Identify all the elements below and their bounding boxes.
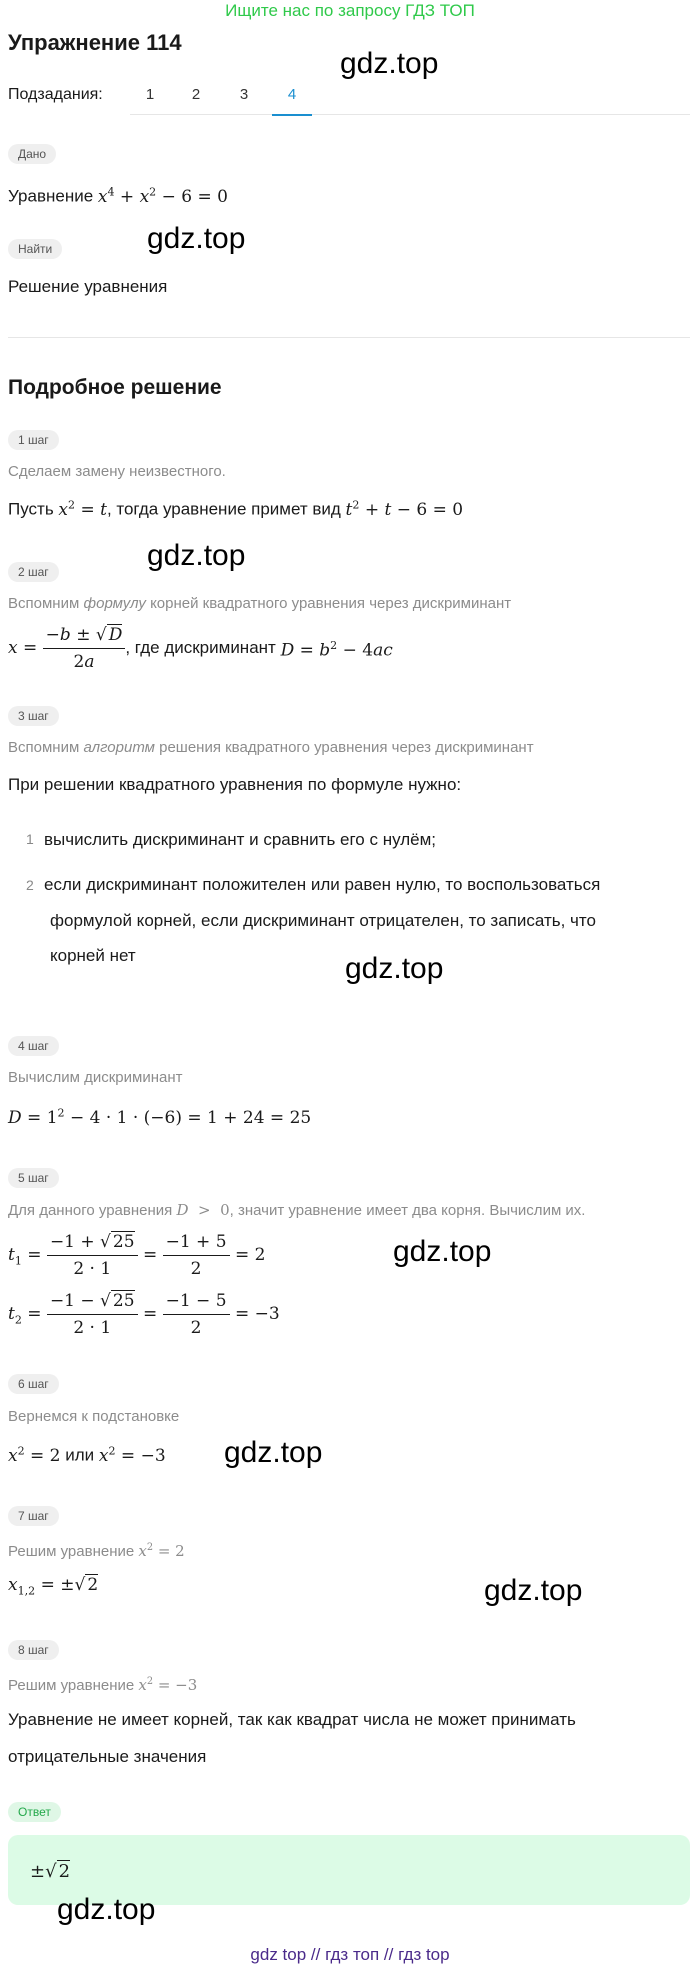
hint-emphasis: алгоритм: [83, 739, 155, 756]
hint-part: Решим уравнение: [8, 1677, 135, 1694]
hint-part: корней квадратного уравнения через дискриминант: [150, 595, 512, 612]
subtask-tab-2[interactable]: 2: [191, 86, 201, 103]
hint-part: решения квадратного уравнения через дискриминант: [159, 739, 534, 756]
step-hint: Вычислим дискриминант: [8, 1069, 183, 1086]
step-text: При решении квадратного уравнения по формуле нужно:: [8, 775, 462, 794]
equation: $x^2 = 2$: [8, 1444, 61, 1466]
step-text: Уравнение не имеет корней, так как квадрат числа не может принимать: [8, 1710, 576, 1729]
equation: $D = b^2 - 4ac$: [280, 638, 393, 661]
section-divider: [8, 337, 690, 338]
watermark: gdz.top: [147, 539, 246, 572]
step-pill: 6 шаг: [8, 1374, 59, 1394]
watermark: gdz.top: [57, 1893, 156, 1926]
list-item: корней нет: [50, 946, 136, 965]
hint-part: , значит уравнение имеет два корня. Вычислим их.: [229, 1202, 586, 1219]
step-pill: 3 шаг: [8, 706, 59, 726]
subtask-tab-3[interactable]: 3: [239, 86, 249, 103]
subtasks-label: Подзадания:: [8, 86, 103, 103]
equation-t1: [8, 1225, 265, 1285]
equation: $t_1$ = $\frac{-1 + √ 25}{2 \cdot 1}$ = $\frac{-1 + 5}{2}$ = 2: [8, 1231, 266, 1279]
solution-title: Подробное решение: [8, 376, 222, 399]
equation: $x^2 = t$: [58, 498, 107, 520]
step-hint: [8, 1200, 585, 1221]
step-text-part: , тогда уравнение примет вид: [106, 499, 341, 519]
find-pill: Найти: [8, 239, 62, 259]
step-text: отрицательные значения: [8, 1747, 207, 1766]
hint-part: Решим уравнение: [8, 1543, 135, 1560]
list-number: 2: [26, 877, 34, 893]
equation: $D = 1^2 - 4 \cdot 1 \cdot (-6) = 1 + 24 = 25$: [8, 1106, 312, 1128]
equation: ±√ 2: [30, 1861, 71, 1882]
equation: $t_2$ = $\frac{-1 - √ 25}{2 \cdot 1}$ = $\frac{-1 - 5}{2}$ = −3: [8, 1290, 280, 1338]
given-label: Уравнение: [8, 186, 94, 206]
equation: $x^2 = -3$: [98, 1444, 166, 1466]
step-hint: Вернемся к подстановке: [8, 1408, 180, 1425]
step-hint: [8, 594, 511, 614]
step-text: [8, 618, 393, 678]
step-pill: 5 шаг: [8, 1168, 59, 1188]
step-text-part: или: [65, 1445, 95, 1465]
step-hint: [8, 1538, 185, 1562]
inline-math: D > 0: [176, 1201, 230, 1219]
subtask-tab-1[interactable]: 1: [145, 86, 155, 103]
equation: x = $\frac{-b \pm √ D}{2a}$: [8, 624, 125, 673]
step-hint: [8, 1672, 197, 1696]
watermark: gdz.top: [340, 47, 439, 80]
step-text: [8, 1440, 166, 1467]
find-text: Решение уравнения: [8, 277, 168, 296]
hint-part: Вспомним: [8, 739, 80, 756]
step-hint: Сделаем замену неизвестного.: [8, 463, 226, 480]
watermark: gdz.top: [393, 1235, 492, 1268]
given-text: [8, 181, 228, 208]
hint-emphasis: формулу: [83, 595, 146, 612]
tabs-divider: [130, 114, 690, 115]
search-banner: Ищите нас по запросу ГДЗ ТОП: [225, 1, 475, 20]
step-text-part: , где дискриминант: [125, 638, 276, 657]
hint-part: Для данного уравнения: [8, 1202, 173, 1219]
step-pill: 1 шаг: [8, 430, 59, 450]
step-pill: 7 шаг: [8, 1506, 59, 1526]
equation-t2: [8, 1284, 280, 1344]
subtask-tab-4[interactable]: 4: [287, 86, 297, 103]
watermark: gdz.top: [484, 1574, 583, 1607]
step-text-part: Пусть: [8, 499, 54, 519]
step-hint: [8, 738, 534, 758]
list-number: 1: [26, 831, 34, 847]
inline-math: $x^2 = -3$: [138, 1676, 198, 1694]
list-item: если дискриминант положителен или равен нулю, то воспользоваться: [44, 875, 601, 894]
answer-value: [30, 1860, 70, 1883]
given-equation: $x^4 + x^2 - 6 = 0$: [97, 185, 228, 207]
equation: $t^2 + t - 6 = 0$: [345, 498, 464, 520]
equation-d: [8, 1102, 311, 1129]
equation: $x_{1,2}$ = ±√ 2: [8, 1575, 99, 1598]
inline-math: $x^2 = 2$: [138, 1542, 185, 1560]
step-pill: 2 шаг: [8, 562, 59, 582]
step-pill: 4 шаг: [8, 1036, 59, 1056]
step-pill: 8 шаг: [8, 1640, 59, 1660]
active-tab-indicator: [272, 114, 312, 116]
hint-part: Вспомним: [8, 595, 80, 612]
page-title: Упражнение 114: [8, 30, 182, 55]
step-text: [8, 1574, 98, 1602]
step-text: [8, 494, 463, 521]
watermark: gdz.top: [224, 1436, 323, 1469]
given-pill: Дано: [8, 144, 56, 164]
watermark: gdz.top: [147, 222, 246, 255]
watermark: gdz.top: [345, 952, 444, 985]
footer-links[interactable]: gdz top // гдз топ // гдз top: [250, 1945, 450, 1964]
list-item: вычислить дискриминант и сравнить его с нулём;: [44, 830, 437, 849]
list-item: формулой корней, если дискриминант отрицателен, то записать, что: [50, 911, 596, 930]
answer-pill: Ответ: [8, 1802, 61, 1822]
